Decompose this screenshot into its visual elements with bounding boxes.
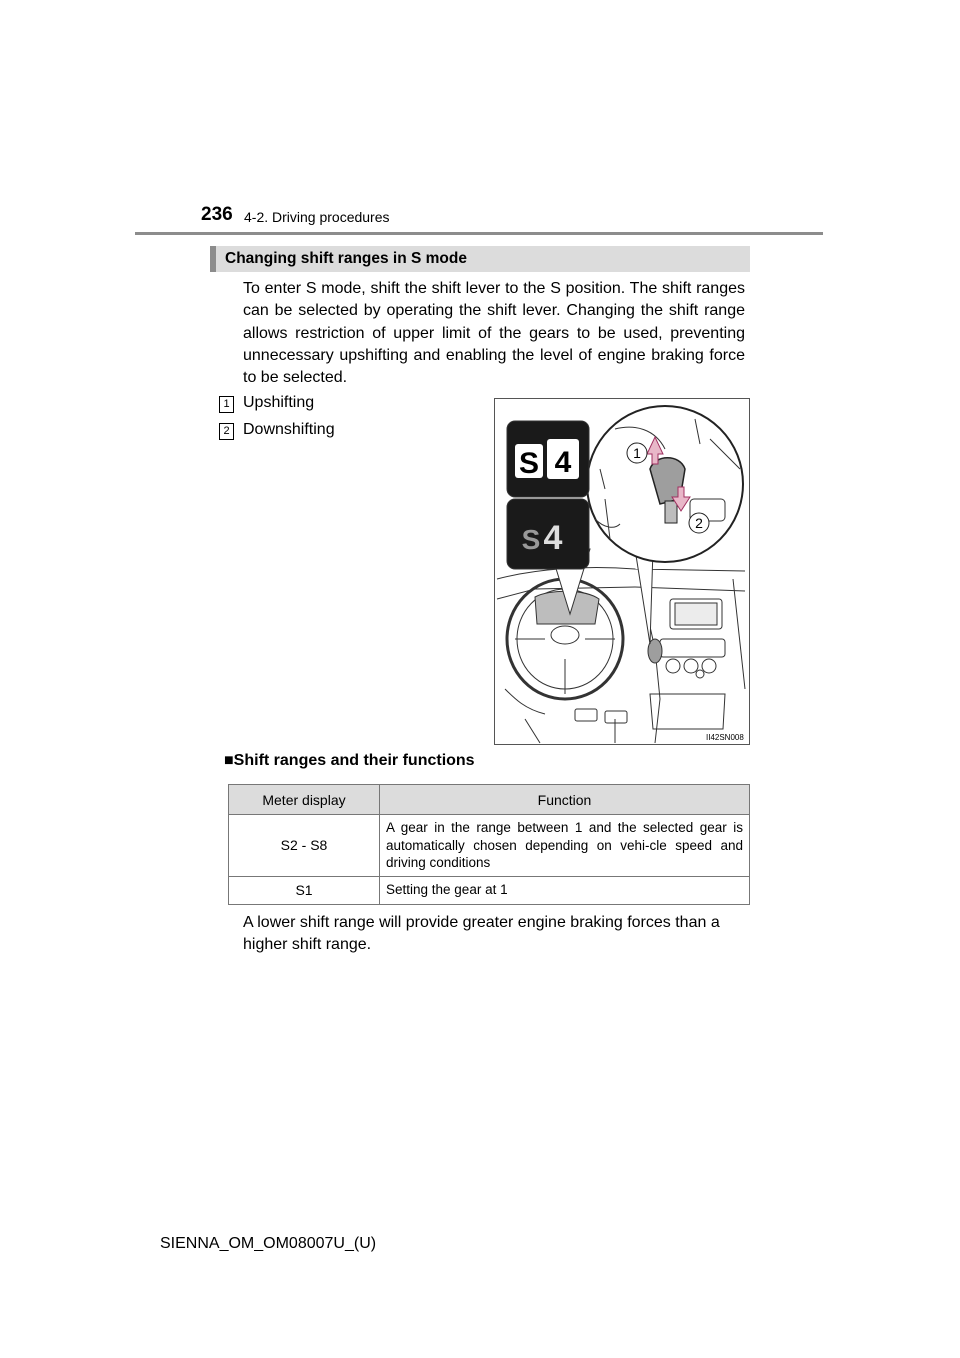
shift-lever-illustration bbox=[494, 398, 750, 745]
shift-range-table bbox=[228, 784, 750, 905]
indicator-gear-number: 4 bbox=[554, 446, 572, 479]
intro-paragraph: To enter S mode, shift the shift lever to the S position. The shift ranges can be selected by operating the shift lever. Changing the shift range allows restriction of upper limit of the gears to be used, preventing unnecessary upshifting and enabling the level of engine braking force to be selected. bbox=[243, 280, 745, 387]
note-paragraph: A lower shift range will provide greater engine braking forces than a higher shift range. bbox=[243, 914, 720, 954]
footer-document-id: SIENNA_OM_OM08007U_(U) bbox=[160, 1235, 377, 1252]
subsection-title: ■Shift ranges and their functions bbox=[224, 752, 475, 769]
indicator-s-letter-dim: S bbox=[521, 524, 541, 555]
indicator-s-letter: S bbox=[518, 447, 540, 480]
indicator-gear-number-dim: 4 bbox=[543, 519, 563, 557]
list-item-downshifting: Downshifting bbox=[243, 421, 335, 438]
meter-display-cell: S2 - S8 bbox=[229, 815, 380, 877]
table-header-row bbox=[229, 785, 750, 815]
list-item-upshifting: Upshifting bbox=[243, 394, 315, 411]
header-rule bbox=[135, 232, 823, 235]
column-header-meter-display: Meter display bbox=[229, 785, 380, 815]
meter-display-cell: S1 bbox=[229, 876, 380, 904]
figure-code: II42SN008 bbox=[706, 733, 744, 742]
column-header-function: Function bbox=[380, 785, 750, 815]
subsection-title-text: Shift ranges and their functions bbox=[233, 752, 475, 769]
section-breadcrumb: 4-2. Driving procedures bbox=[244, 209, 390, 225]
function-cell: Setting the gear at 1 bbox=[380, 876, 750, 904]
table-row bbox=[229, 876, 750, 904]
callout-number-2: 2 bbox=[695, 515, 703, 531]
function-cell: A gear in the range between 1 and the selected gear is automatically chosen depending on vehi-cle speed and driving conditions bbox=[380, 815, 750, 877]
page-number: 236 bbox=[201, 204, 233, 225]
table-row bbox=[229, 815, 750, 877]
section-title: Changing shift ranges in S mode bbox=[225, 250, 467, 267]
list-number-1: 1 bbox=[219, 396, 234, 413]
callout-number-1: 1 bbox=[633, 445, 641, 461]
figure-drawing bbox=[495, 399, 749, 744]
list-number-2: 2 bbox=[219, 423, 234, 440]
section-heading-bar bbox=[210, 246, 750, 272]
